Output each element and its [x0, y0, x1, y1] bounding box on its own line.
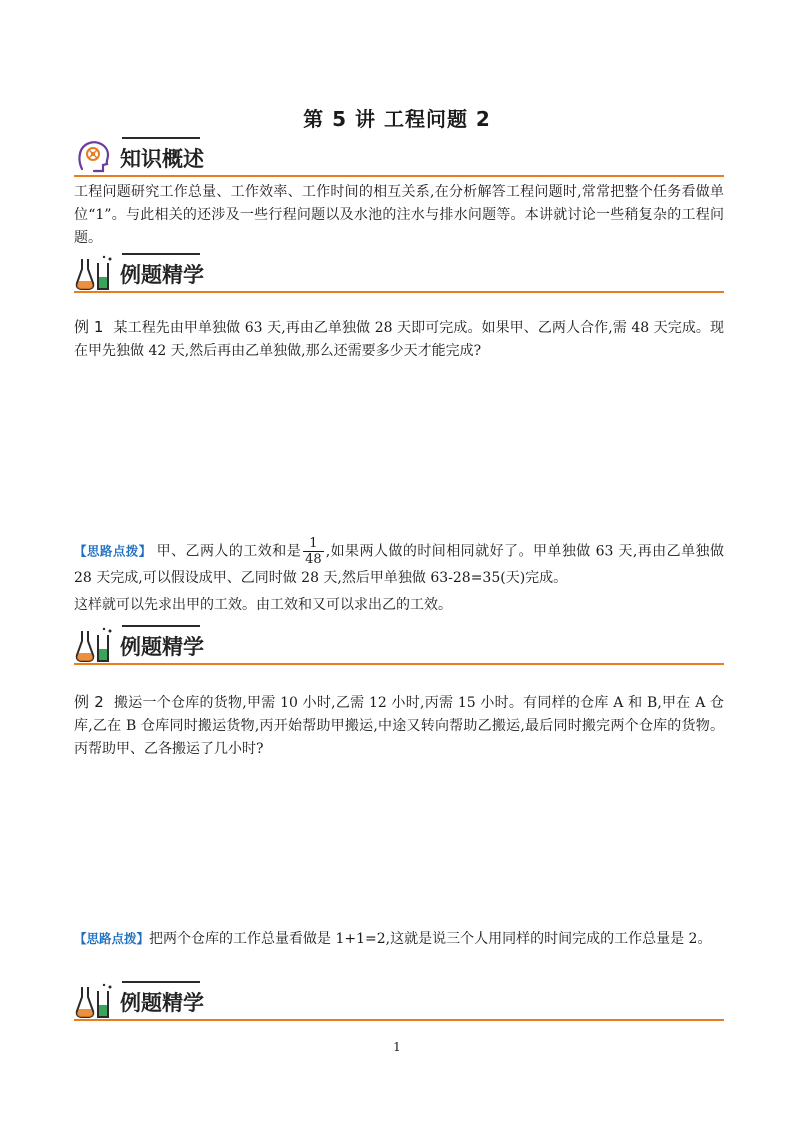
- example-2-question: [74, 691, 724, 761]
- example-question-text: 搬运一个仓库的货物,甲需 10 小时,乙需 12 小时,丙需 15 小时。有同样的仓库 A 和 B,甲在 A 仓库,乙在 B 仓库同时搬运货物,丙开始帮助甲搬运,中途又转向帮助乙搬运,最后同时搬完两个仓库的货物。丙帮助甲、乙各搬运了几小时?: [74, 695, 725, 757]
- page-number: 1: [393, 1040, 401, 1054]
- example-label: 例 1: [74, 318, 104, 336]
- section-rule: [74, 175, 724, 177]
- example-1-hint-line2: 这样就可以先求出甲的工效。由工效和又可以求出乙的工效。: [74, 597, 452, 613]
- header-top-line: [122, 625, 200, 627]
- example-label: 例 2: [74, 693, 104, 711]
- section-rule: [74, 291, 724, 293]
- section-header-examples-1: [74, 253, 724, 293]
- section-heading: 知识概述: [120, 147, 204, 171]
- section-header-examples-3: [74, 981, 724, 1021]
- section-header-examples-2: [74, 625, 724, 665]
- header-top-line: [122, 981, 200, 983]
- section-heading: 例题精学: [120, 991, 204, 1015]
- overview-text: 工程问题研究工作总量、工作效率、工作时间的相互关系,在分析解答工程问题时,常常把整个任务看做单位“1”。与此相关的还涉及一些行程问题以及水池的注水与排水问题等。本讲就讨论一些稍复杂的工程问题。: [74, 184, 724, 246]
- hint-text-post: ,如果两人做的时间相同就好了。甲单独做 63 天,再由乙单独做 28 天完成,可以假设成甲、乙同时做 28 天,然后甲单独做 63-28=35(天)完成。: [74, 543, 724, 586]
- example-1-hint: [74, 536, 724, 590]
- fraction-numerator: 1: [303, 536, 324, 552]
- example-question-text: 某工程先由甲单独做 63 天,再由乙单独做 28 天即可完成。如果甲、乙两人合作,需 48 天完成。现在甲先独做 42 天,然后再由乙单独做,那么还需要多少天才能完成?: [74, 320, 724, 359]
- hint-tag: 【思路点拨】: [74, 543, 152, 559]
- lab-flask-icon: [74, 981, 116, 1021]
- section-rule: [74, 663, 724, 665]
- example-1-question: [74, 316, 724, 363]
- section-header-overview: [74, 137, 724, 177]
- lab-flask-icon: [74, 625, 116, 665]
- section-heading: 例题精学: [120, 635, 204, 659]
- fraction-denominator: 48: [305, 552, 322, 567]
- section-heading: 例题精学: [120, 263, 204, 287]
- hint-tag: 【思路点拨】: [74, 931, 150, 946]
- hint-text-pre: 甲、乙两人的工效和是: [156, 543, 302, 560]
- brain-head-icon: [74, 137, 114, 177]
- page-title: 第 5 讲 工程问题 2: [303, 107, 491, 131]
- header-top-line: [122, 137, 200, 139]
- header-top-line: [122, 253, 200, 255]
- hint-text: 把两个仓库的工作总量看做是 1+1=2,这就是说三个人用同样的时间完成的工作总量是 2。: [149, 931, 712, 947]
- example-2-hint: [74, 927, 724, 951]
- fraction: [303, 536, 324, 567]
- lab-flask-icon: [74, 253, 116, 293]
- section-rule: [74, 1019, 724, 1021]
